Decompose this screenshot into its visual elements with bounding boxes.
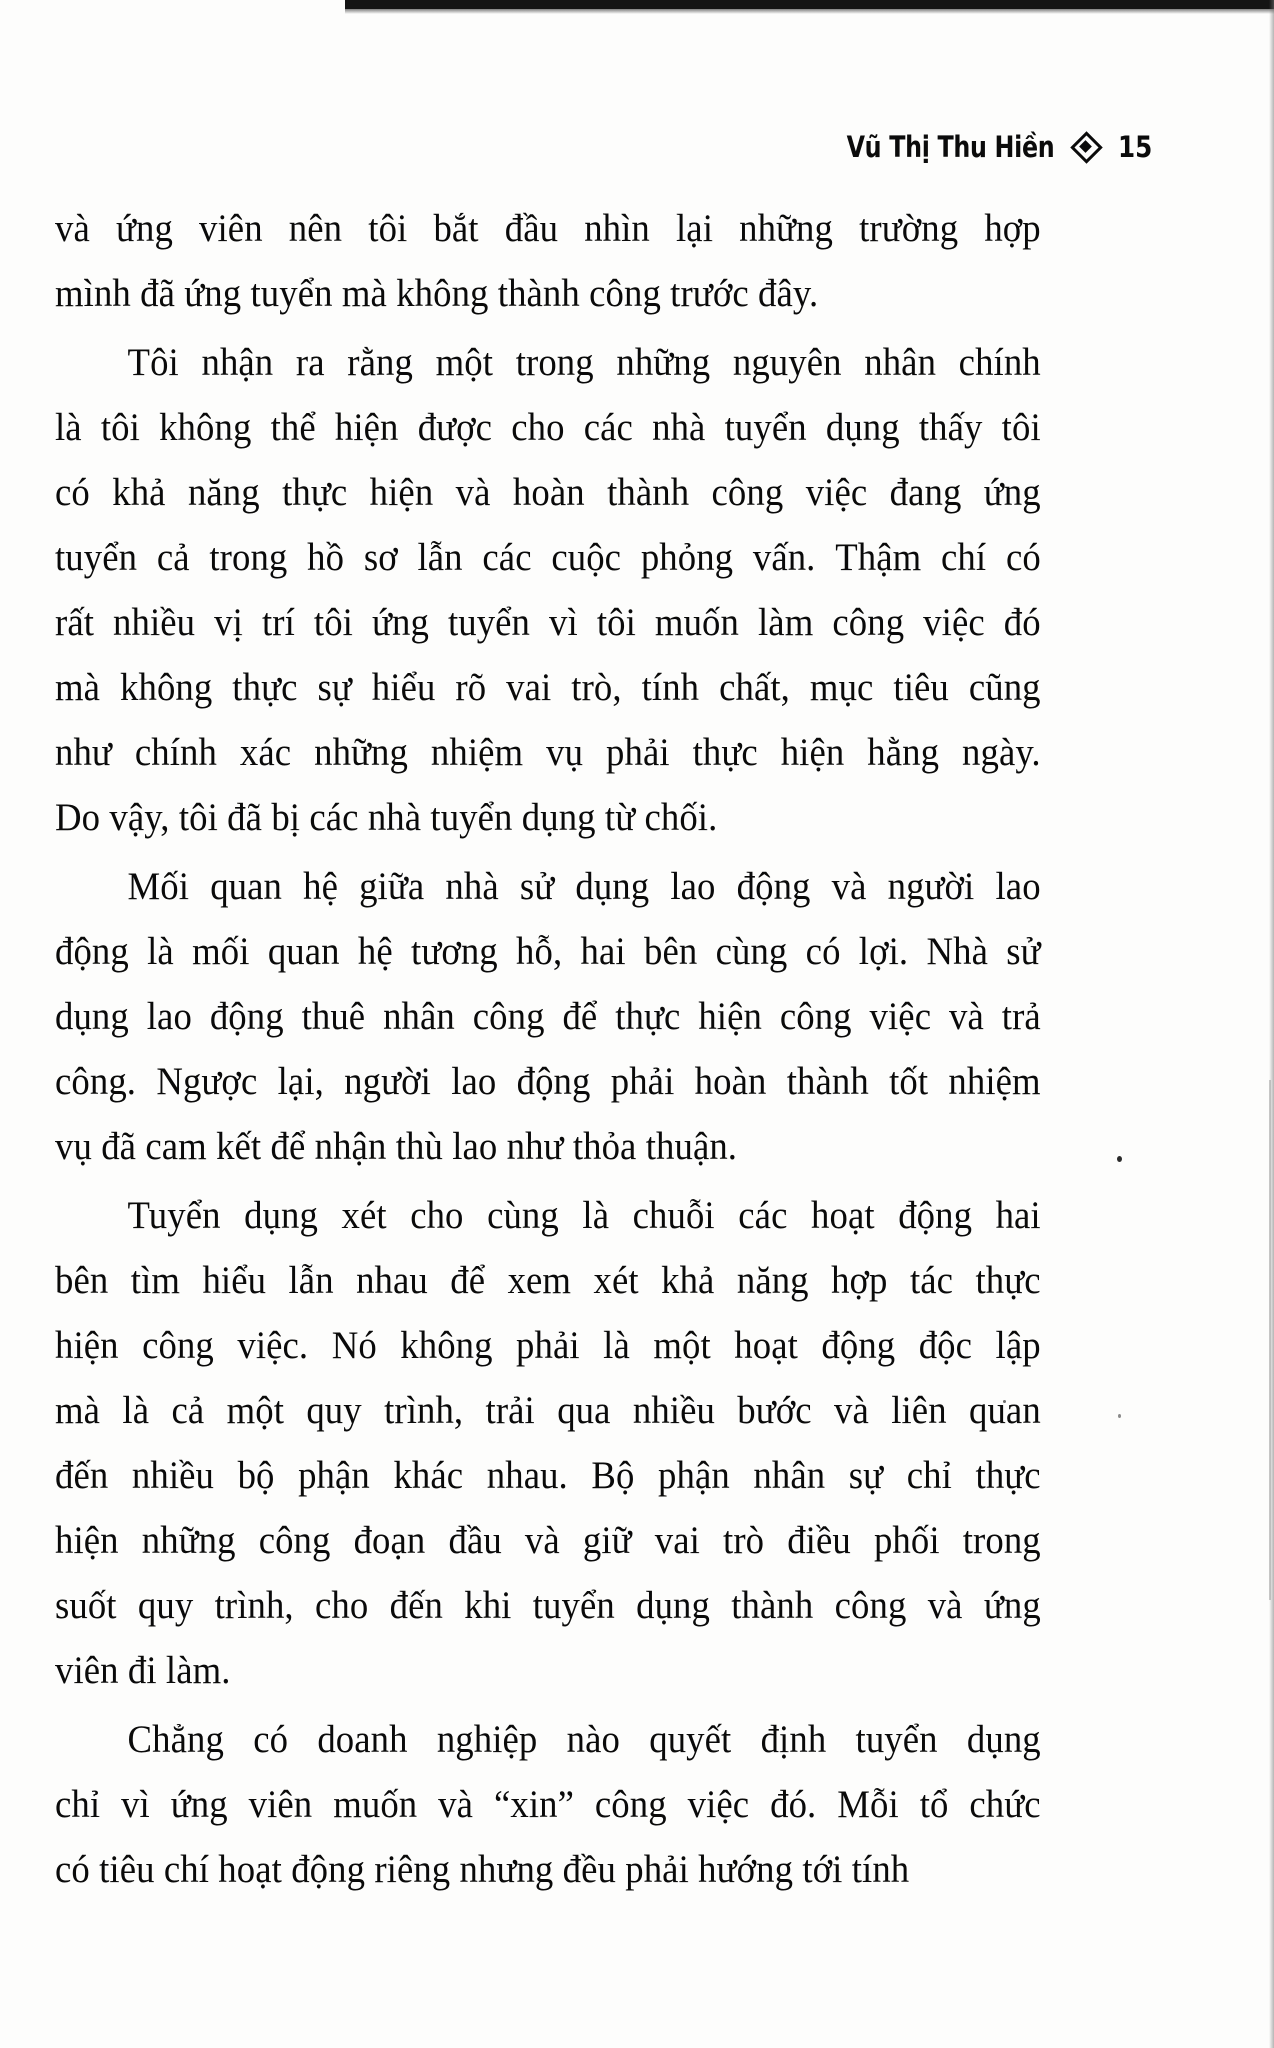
- paragraph: [55, 1183, 1115, 1703]
- scan-speck-icon: [1117, 1156, 1122, 1162]
- text-line: công. Ngược lại, người lao động phải hoàn thành tốt nhiệm: [55, 1059, 1041, 1103]
- text-line: tuyển cả trong hồ sơ lẫn các cuộc phỏng vấn. Thậm chí có: [55, 535, 1041, 579]
- scan-speck-icon: [1118, 1414, 1121, 1418]
- paragraph: [55, 330, 1115, 850]
- text-line: như chính xác những nhiệm vụ phải thực hiện hằng ngày.: [55, 730, 1041, 774]
- text-line: dụng lao động thuê nhân công để thực hiện công việc và trả: [55, 994, 1041, 1038]
- scan-edge-top-fade-artifact: [345, 9, 1274, 14]
- text-line: mà là cả một quy trình, trải qua nhiều bước và liên quan: [55, 1388, 1041, 1432]
- text-line: mình đã ứng tuyển mà không thành công trước đây.: [55, 271, 819, 315]
- scan-edge-right-line-artifact: [1269, 1080, 1271, 1600]
- text-line: có khả năng thực hiện và hoàn thành công việc đang ứng: [55, 470, 1041, 514]
- running-head: [801, 130, 1158, 164]
- text-line: động là mối quan hệ tương hỗ, hai bên cùng có lợi. Nhà sử: [55, 929, 1041, 973]
- paragraph: [55, 854, 1115, 1179]
- text-line: Tôi nhận ra rằng một trong những nguyên nhân chính: [127, 340, 1041, 384]
- text-line: có tiêu chí hoạt động riêng nhưng đều phải hướng tới tính: [55, 1847, 910, 1891]
- text-line: đến nhiều bộ phận khác nhau. Bộ phận nhân sự chỉ thực: [55, 1453, 1041, 1497]
- text-line: hiện công việc. Nó không phải là một hoạt động độc lập: [55, 1323, 1041, 1367]
- text-line: bên tìm hiểu lẫn nhau để xem xét khả năng hợp tác thực: [55, 1258, 1041, 1302]
- paragraph: [55, 1707, 1115, 1902]
- text-line: vụ đã cam kết để nhận thù lao như thỏa thuận.: [55, 1124, 738, 1168]
- text-line: và ứng viên nên tôi bắt đầu nhìn lại những trường hợp: [55, 206, 1041, 250]
- text-line: Chẳng có doanh nghiệp nào quyết định tuyển dụng: [127, 1717, 1041, 1761]
- scan-edge-top-artifact: [345, 0, 1274, 9]
- text-line: Do vậy, tôi đã bị các nhà tuyển dụng từ chối.: [55, 795, 718, 839]
- paragraph: [55, 196, 1115, 326]
- body-text-block: [55, 196, 1115, 1906]
- text-line: chỉ vì ứng viên muốn và “xin” công việc đó. Mỗi tổ chức: [55, 1782, 1041, 1826]
- text-line: là tôi không thể hiện được cho các nhà tuyển dụng thấy tôi: [55, 405, 1041, 449]
- text-line: suốt quy trình, cho đến khi tuyển dụng thành công và ứng: [55, 1583, 1041, 1627]
- text-line: rất nhiều vị trí tôi ứng tuyển vì tôi muốn làm công việc đó: [55, 600, 1041, 644]
- text-line: mà không thực sự hiểu rõ vai trò, tính chất, mục tiêu cũng: [55, 665, 1041, 709]
- text-line: hiện những công đoạn đầu và giữ vai trò điều phối trong: [55, 1518, 1041, 1562]
- scan-edge-right-artifact: [1269, 0, 1274, 2048]
- text-line: Tuyển dụng xét cho cùng là chuỗi các hoạt động hai: [127, 1193, 1041, 1237]
- text-line: viên đi làm.: [55, 1648, 231, 1692]
- diamond-ornament-icon: [1073, 134, 1100, 161]
- text-line: Mối quan hệ giữa nhà sử dụng lao động và người lao: [127, 864, 1041, 908]
- page-number: 15: [1117, 130, 1152, 164]
- running-head-author: Vũ Thị Thu Hiền: [846, 130, 1055, 164]
